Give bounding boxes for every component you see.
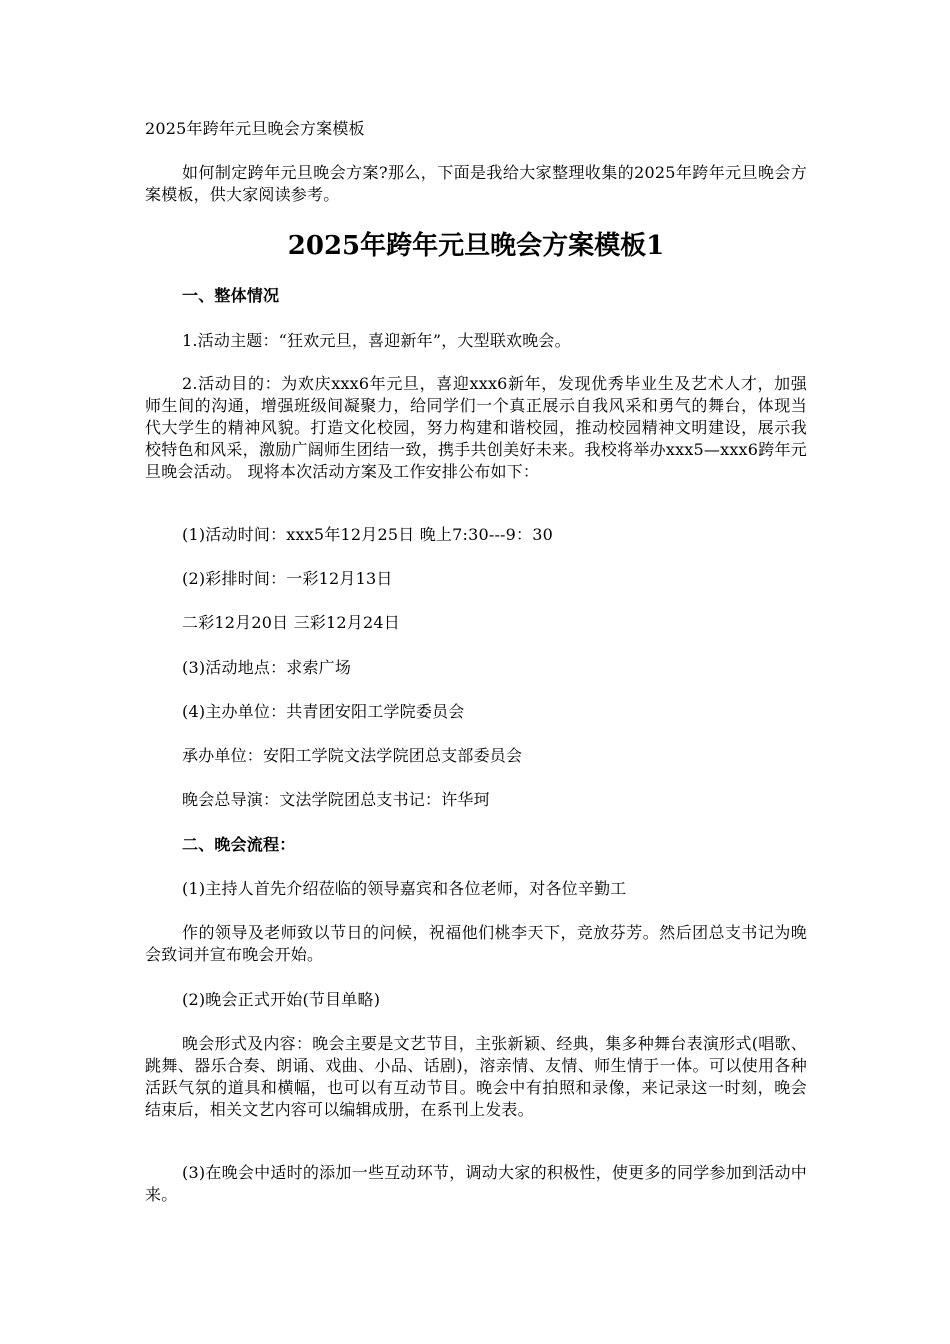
document-title: 2025年跨年元旦晚会方案模板 bbox=[145, 119, 365, 138]
rehearsal-time: (2)彩排时间：一彩12月13日 bbox=[182, 569, 393, 588]
flow-step-1-continued: 作的领导及老师致以节日的问候，祝福他们桃李天下，竞放芬芳。然后团总支书记为晚会致词并宣布晚会开始。 bbox=[145, 923, 807, 964]
main-heading: 2025年跨年元旦晚会方案模板1 bbox=[287, 231, 665, 261]
rehearsal-time-continued: 二彩12月20日 三彩12月24日 bbox=[182, 613, 400, 632]
general-director: 晚会总导演：文法学院团总支书记：许华珂 bbox=[182, 790, 490, 809]
flow-step-3: (3)在晚会中适时的添加一些互动环节，调动大家的积极性，使更多的同学参加到活动中来。 bbox=[145, 1163, 807, 1204]
co-organizer: 承办单位：安阳工学院文法学院团总支部委员会 bbox=[182, 746, 523, 765]
section-heading-flow: 二、晚会流程： bbox=[182, 835, 296, 854]
flow-step-2: (2)晚会正式开始(节目单略) bbox=[182, 990, 381, 1009]
performance-format: 晚会形式及内容：晚会主要是文艺节目，主张新颖、经典，集多种舞台表演形式(唱歌、跳舞、器乐合奏、朗诵、戏曲、小品、话剧)，溶亲情、友情、师生情于一体。可以使用各种活跃气氛的道具和横幅，也可以有互动节目。晚会中有拍照和录像，来记录这一时刻，晚会结束后，相关文艺内容可以编辑成册，在系刊上发表。 bbox=[145, 1034, 807, 1119]
activity-theme: 1.活动主题：“狂欢元旦，喜迎新年”，大型联欢晚会。 bbox=[182, 331, 571, 350]
organizer: (4)主办单位：共青团安阳工学院委员会 bbox=[182, 702, 465, 721]
intro-paragraph: 如何制定跨年元旦晚会方案?那么，下面是我给大家整理收集的2025年跨年元旦晚会方案模板，供大家阅读参考。 bbox=[145, 163, 807, 204]
activity-venue: (3)活动地点：求索广场 bbox=[182, 658, 352, 677]
activity-time: (1)活动时间：xxx5年12月25日 晚上7:30---9：30 bbox=[182, 525, 554, 544]
activity-purpose: 2.活动目的：为欢庆xxx6年元旦，喜迎xxx6新年，发现优秀毕业生及艺术人才，加强师生间的沟通，增强班级间凝聚力，给同学们一个真正展示自我风采和勇气的舞台，体现当代大学生的精神风貌。打造文化校园，努力构建和谐校园，推动校园精神文明建设，展示我校特色和风采，激励广阔师生团结一致，携手共创美好未来。我校将举办xxx5—xxx6跨年元旦晚会活动。 现将本次活动方案及工作安排公布如下： bbox=[145, 374, 807, 481]
flow-step-1: (1)主持人首先介绍莅临的领导嘉宾和各位老师，对各位辛勤工 bbox=[182, 879, 627, 898]
section-heading-overview: 一、整体情况 bbox=[182, 286, 280, 305]
